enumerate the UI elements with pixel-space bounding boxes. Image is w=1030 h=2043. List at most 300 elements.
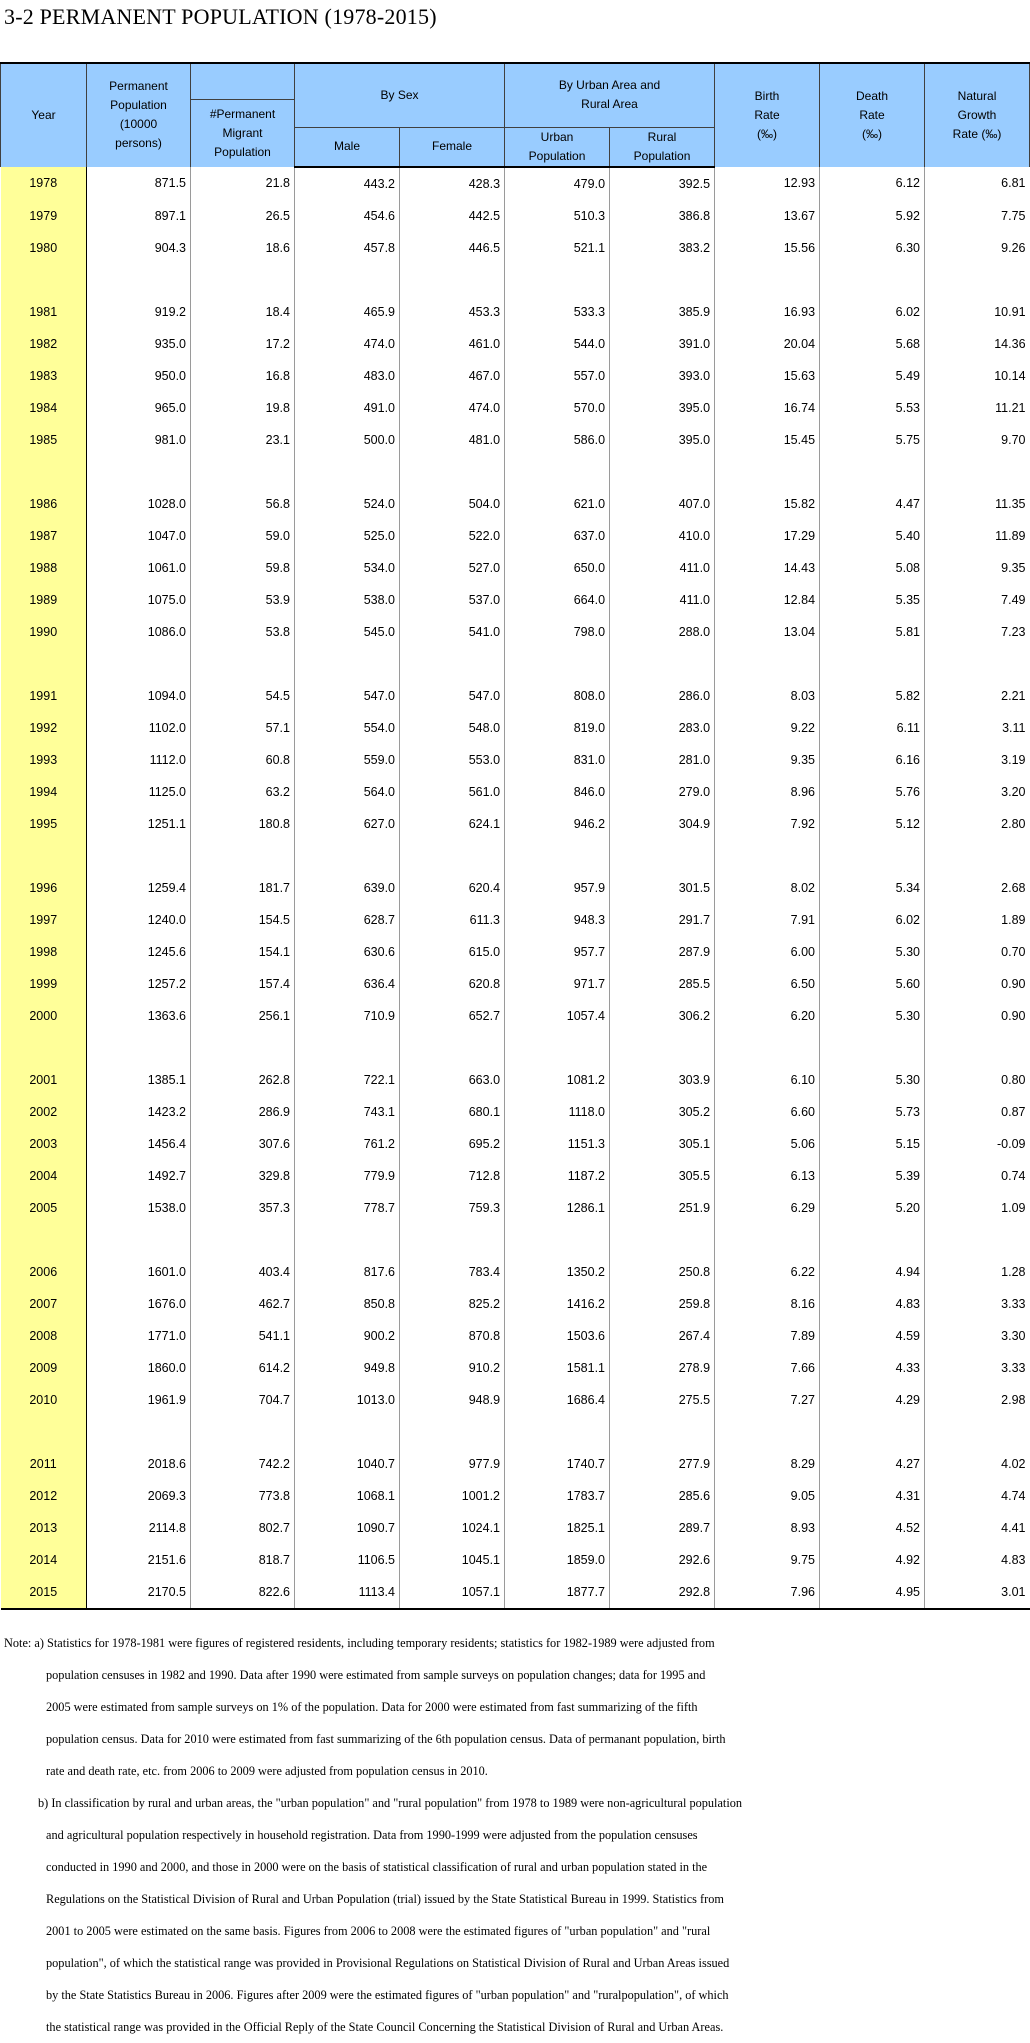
table-cell: 18.4 [191, 296, 295, 328]
year-cell: 2002 [1, 1096, 87, 1128]
table-cell: 621.0 [505, 488, 610, 520]
table-cell: 557.0 [505, 360, 610, 392]
table-row [1, 584, 1030, 616]
table-cell: 695.2 [400, 1128, 505, 1160]
table-cell: 2151.6 [87, 1544, 191, 1576]
table-cell: 1068.1 [295, 1480, 400, 1512]
table-cell: 3.33 [925, 1352, 1030, 1384]
header-death-rate: Death Rate (‰) [820, 63, 925, 167]
table-cell: 636.4 [295, 968, 400, 1000]
table-cell: 1061.0 [87, 552, 191, 584]
table-cell: 819.0 [505, 712, 610, 744]
table-cell: 4.52 [820, 1512, 925, 1544]
table-cell: 1125.0 [87, 776, 191, 808]
table-cell: 383.2 [610, 232, 715, 264]
table-cell: 9.35 [715, 744, 820, 776]
table-cell: 846.0 [505, 776, 610, 808]
table-cell: 305.1 [610, 1128, 715, 1160]
table-cell: 525.0 [295, 520, 400, 552]
table-cell: 304.9 [610, 808, 715, 840]
table-cell: 663.0 [400, 1064, 505, 1096]
table-cell: 761.2 [295, 1128, 400, 1160]
table-cell: 305.5 [610, 1160, 715, 1192]
table-cell: 59.8 [191, 552, 295, 584]
table-row [1, 1096, 1030, 1128]
header-female: Female [400, 127, 505, 167]
table-cell: 1456.4 [87, 1128, 191, 1160]
table-cell: 5.12 [820, 808, 925, 840]
table-cell: 410.0 [610, 520, 715, 552]
group-spacer-row [1, 1032, 1030, 1064]
header-permanent-population: Permanent Population (10000 persons) [87, 63, 191, 167]
table-cell: 4.33 [820, 1352, 925, 1384]
table-cell: 541.1 [191, 1320, 295, 1352]
table-row [1, 1352, 1030, 1384]
table-cell: 256.1 [191, 1000, 295, 1032]
note-line: Regulations on the Statistical Division of Rural and Urban Population (trial) issued by the State Statistical Bureau in 1999. Statistics from [46, 1892, 724, 1906]
table-cell: 289.7 [610, 1512, 715, 1544]
year-cell: 1995 [1, 808, 87, 840]
table-cell: 818.7 [191, 1544, 295, 1576]
table-cell: 1112.0 [87, 744, 191, 776]
group-spacer-row [1, 840, 1030, 872]
table-cell: 292.6 [610, 1544, 715, 1576]
table-cell: 287.9 [610, 936, 715, 968]
table-cell: 386.8 [610, 200, 715, 232]
table-row [1, 1384, 1030, 1416]
year-cell: 1983 [1, 360, 87, 392]
year-cell: 2012 [1, 1480, 87, 1512]
table-cell: 21.8 [191, 167, 295, 200]
note-line: the statistical range was provided in the Official Reply of the State Council Concerning the Statistical Division of Rural and Urban Areas. [46, 2020, 724, 2034]
table-cell: 1286.1 [505, 1192, 610, 1224]
year-cell: 1985 [1, 424, 87, 456]
table-cell: 157.4 [191, 968, 295, 1000]
table-cell: 778.7 [295, 1192, 400, 1224]
year-cell: 2007 [1, 1288, 87, 1320]
table-cell: 6.16 [820, 744, 925, 776]
table-row [1, 1320, 1030, 1352]
year-cell: 1984 [1, 392, 87, 424]
table-cell: 7.66 [715, 1352, 820, 1384]
table-row [1, 1288, 1030, 1320]
table-row [1, 904, 1030, 936]
table-cell: 870.8 [400, 1320, 505, 1352]
table-notes [4, 1627, 1019, 2043]
table-cell: 12.93 [715, 167, 820, 200]
table-cell: 8.29 [715, 1448, 820, 1480]
table-cell: 1503.6 [505, 1320, 610, 1352]
note-line: by the State Statistics Bureau in 2006. Figures after 2009 were the estimated figures of "urban population" and "ruralpopulation", of which [46, 1988, 729, 2002]
table-cell: 303.9 [610, 1064, 715, 1096]
table-cell: 10.14 [925, 360, 1030, 392]
table-cell: 9.75 [715, 1544, 820, 1576]
table-row [1, 1576, 1030, 1609]
table-cell: 6.81 [925, 167, 1030, 200]
table-cell: 286.0 [610, 680, 715, 712]
table-cell: 5.08 [820, 552, 925, 584]
table-cell: 1024.1 [400, 1512, 505, 1544]
year-cell: 1982 [1, 328, 87, 360]
table-cell: 1086.0 [87, 616, 191, 648]
table-cell: 250.8 [610, 1256, 715, 1288]
table-cell: 11.35 [925, 488, 1030, 520]
table-cell: 11.89 [925, 520, 1030, 552]
table-row [1, 328, 1030, 360]
table-cell: 2.21 [925, 680, 1030, 712]
year-cell: 2006 [1, 1256, 87, 1288]
table-cell: 7.92 [715, 808, 820, 840]
table-row [1, 1512, 1030, 1544]
table-cell: 57.1 [191, 712, 295, 744]
header-male: Male [295, 127, 400, 167]
table-cell: 1581.1 [505, 1352, 610, 1384]
table-row [1, 1256, 1030, 1288]
table-cell: 154.5 [191, 904, 295, 936]
table-cell: 453.3 [400, 296, 505, 328]
table-cell: 2170.5 [87, 1576, 191, 1609]
table-cell: 4.74 [925, 1480, 1030, 1512]
table-cell: 522.0 [400, 520, 505, 552]
table-cell: 411.0 [610, 584, 715, 616]
table-cell: 5.53 [820, 392, 925, 424]
table-cell: 481.0 [400, 424, 505, 456]
table-cell: 808.0 [505, 680, 610, 712]
table-cell: 831.0 [505, 744, 610, 776]
table-cell: 3.33 [925, 1288, 1030, 1320]
note-line: and agricultural population respectively in household registration. Data from 1990-1999 were adjusted from the population censuses [46, 1828, 698, 1842]
header-year: Year [1, 63, 87, 167]
table-cell: 357.3 [191, 1192, 295, 1224]
header-migrant-population: #Permanent Migrant Population [191, 99, 295, 167]
table-cell: 1860.0 [87, 1352, 191, 1384]
table-cell: 1075.0 [87, 584, 191, 616]
table-cell: 6.02 [820, 904, 925, 936]
table-cell: 251.9 [610, 1192, 715, 1224]
table-cell: 5.30 [820, 1000, 925, 1032]
table-cell: 6.11 [820, 712, 925, 744]
table-cell: 5.34 [820, 872, 925, 904]
table-cell: 570.0 [505, 392, 610, 424]
year-cell: 1981 [1, 296, 87, 328]
table-cell: 6.50 [715, 968, 820, 1000]
table-cell: 981.0 [87, 424, 191, 456]
table-cell: 1416.2 [505, 1288, 610, 1320]
table-cell: 3.30 [925, 1320, 1030, 1352]
table-cell: 3.20 [925, 776, 1030, 808]
table-cell: 5.30 [820, 936, 925, 968]
table-cell: 559.0 [295, 744, 400, 776]
year-cell: 1980 [1, 232, 87, 264]
table-cell: 742.2 [191, 1448, 295, 1480]
table-cell: 825.2 [400, 1288, 505, 1320]
table-cell: 462.7 [191, 1288, 295, 1320]
table-cell: 7.49 [925, 584, 1030, 616]
table-cell: 291.7 [610, 904, 715, 936]
table-cell: 802.7 [191, 1512, 295, 1544]
table-cell: 9.05 [715, 1480, 820, 1512]
table-cell: 0.74 [925, 1160, 1030, 1192]
year-cell: 1999 [1, 968, 87, 1000]
table-row [1, 872, 1030, 904]
table-cell: 7.89 [715, 1320, 820, 1352]
table-row [1, 360, 1030, 392]
table-cell: 935.0 [87, 328, 191, 360]
table-cell: 53.8 [191, 616, 295, 648]
table-cell: 5.75 [820, 424, 925, 456]
table-cell: 465.9 [295, 296, 400, 328]
table-cell: 283.0 [610, 712, 715, 744]
table-cell: 4.02 [925, 1448, 1030, 1480]
table-cell: 553.0 [400, 744, 505, 776]
table-cell: 1363.6 [87, 1000, 191, 1032]
group-spacer-row [1, 648, 1030, 680]
table-cell: 9.26 [925, 232, 1030, 264]
year-cell: 1988 [1, 552, 87, 584]
table-cell: 850.8 [295, 1288, 400, 1320]
table-row [1, 1192, 1030, 1224]
table-cell: 965.0 [87, 392, 191, 424]
table-cell: 467.0 [400, 360, 505, 392]
year-cell: 2010 [1, 1384, 87, 1416]
year-cell: 1978 [1, 167, 87, 200]
table-cell: 16.74 [715, 392, 820, 424]
table-cell: 1257.2 [87, 968, 191, 1000]
table-cell: 534.0 [295, 552, 400, 584]
table-cell: 949.8 [295, 1352, 400, 1384]
table-row [1, 680, 1030, 712]
table-cell: 904.3 [87, 232, 191, 264]
table-cell: 4.47 [820, 488, 925, 520]
table-cell: 6.60 [715, 1096, 820, 1128]
table-cell: 547.0 [295, 680, 400, 712]
table-cell: 561.0 [400, 776, 505, 808]
table-row [1, 520, 1030, 552]
table-cell: 817.6 [295, 1256, 400, 1288]
table-cell: 627.0 [295, 808, 400, 840]
group-spacer-row [1, 1416, 1030, 1448]
note-line: population", of which the statistical range was provided in Provisional Regulations on Statistical Division of Rural and Urban Areas issued [46, 1956, 730, 1970]
table-cell: 8.02 [715, 872, 820, 904]
table-cell: 6.22 [715, 1256, 820, 1288]
table-cell: 5.92 [820, 200, 925, 232]
year-cell: 2008 [1, 1320, 87, 1352]
table-cell: 946.2 [505, 808, 610, 840]
table-cell: 9.22 [715, 712, 820, 744]
year-cell: 2000 [1, 1000, 87, 1032]
table-cell: 1423.2 [87, 1096, 191, 1128]
table-cell: 798.0 [505, 616, 610, 648]
note-line: rate and death rate, etc. from 2006 to 2009 were adjusted from population census in 2010. [46, 1764, 488, 1778]
note-line: population censuses in 1982 and 1990. Data after 1990 were estimated from sample surveys on population changes; data for 1995 and [46, 1668, 706, 1682]
table-cell: 1961.9 [87, 1384, 191, 1416]
table-cell: 977.9 [400, 1448, 505, 1480]
year-cell: 2009 [1, 1352, 87, 1384]
table-row [1, 392, 1030, 424]
table-cell: 0.90 [925, 1000, 1030, 1032]
note-line: 2001 to 2005 were estimated on the same basis. Figures from 2006 to 2008 were the estimated figures of "urban population" and "rural [46, 1924, 711, 1938]
table-cell: 5.39 [820, 1160, 925, 1192]
table-cell: 504.0 [400, 488, 505, 520]
table-cell: 5.82 [820, 680, 925, 712]
table-cell: 630.6 [295, 936, 400, 968]
table-cell: 5.81 [820, 616, 925, 648]
table-cell: 1877.7 [505, 1576, 610, 1609]
table-cell: 7.91 [715, 904, 820, 936]
table-row [1, 232, 1030, 264]
table-cell: 704.7 [191, 1384, 295, 1416]
table-cell: -0.09 [925, 1128, 1030, 1160]
table-cell: 1859.0 [505, 1544, 610, 1576]
table-cell: 4.83 [925, 1544, 1030, 1576]
table-cell: 181.7 [191, 872, 295, 904]
table-cell: 538.0 [295, 584, 400, 616]
table-cell: 680.1 [400, 1096, 505, 1128]
table-cell: 15.63 [715, 360, 820, 392]
table-cell: 2069.3 [87, 1480, 191, 1512]
header-by-sex: By Sex [295, 63, 505, 127]
table-cell: 285.5 [610, 968, 715, 1000]
table-cell: 391.0 [610, 328, 715, 360]
table-cell: 6.29 [715, 1192, 820, 1224]
table-body [1, 167, 1030, 1609]
table-cell: 1045.1 [400, 1544, 505, 1576]
table-cell: 5.68 [820, 328, 925, 360]
table-cell: 897.1 [87, 200, 191, 232]
table-cell: 510.3 [505, 200, 610, 232]
table-cell: 2.80 [925, 808, 1030, 840]
group-spacer-row [1, 1224, 1030, 1256]
table-cell: 5.60 [820, 968, 925, 1000]
table-cell: 285.6 [610, 1480, 715, 1512]
table-cell: 1251.1 [87, 808, 191, 840]
table-row [1, 744, 1030, 776]
group-spacer-row [1, 456, 1030, 488]
table-row [1, 488, 1030, 520]
note-line: population census. Data for 2010 were estimated from fast summarizing of the 6th population census. Data of permanant population, birth [46, 1732, 726, 1746]
table-cell: 4.83 [820, 1288, 925, 1320]
table-cell: 1.09 [925, 1192, 1030, 1224]
table-cell: 948.9 [400, 1384, 505, 1416]
table-cell: 639.0 [295, 872, 400, 904]
table-cell: 1081.2 [505, 1064, 610, 1096]
year-cell: 1998 [1, 936, 87, 968]
table-cell: 5.35 [820, 584, 925, 616]
table-cell: 743.1 [295, 1096, 400, 1128]
table-cell: 1240.0 [87, 904, 191, 936]
table-cell: 548.0 [400, 712, 505, 744]
table-cell: 5.49 [820, 360, 925, 392]
table-cell: 13.04 [715, 616, 820, 648]
table-cell: 1686.4 [505, 1384, 610, 1416]
table-cell: 4.59 [820, 1320, 925, 1352]
table-cell: 11.21 [925, 392, 1030, 424]
table-cell: 1538.0 [87, 1192, 191, 1224]
table-cell: 442.5 [400, 200, 505, 232]
table-cell: 779.9 [295, 1160, 400, 1192]
table-cell: 712.8 [400, 1160, 505, 1192]
table-cell: 871.5 [87, 167, 191, 200]
table-cell: 457.8 [295, 232, 400, 264]
table-cell: 2018.6 [87, 1448, 191, 1480]
table-cell: 620.8 [400, 968, 505, 1000]
table-cell: 454.6 [295, 200, 400, 232]
table-cell: 13.67 [715, 200, 820, 232]
year-cell: 2013 [1, 1512, 87, 1544]
table-cell: 759.3 [400, 1192, 505, 1224]
table-cell: 586.0 [505, 424, 610, 456]
table-cell: 1057.1 [400, 1576, 505, 1609]
year-cell: 1986 [1, 488, 87, 520]
table-cell: 900.2 [295, 1320, 400, 1352]
table-cell: 527.0 [400, 552, 505, 584]
table-cell: 7.27 [715, 1384, 820, 1416]
header-rural: Rural Population [610, 127, 715, 167]
table-cell: 279.0 [610, 776, 715, 808]
table-cell: 1492.7 [87, 1160, 191, 1192]
table-cell: 1783.7 [505, 1480, 610, 1512]
table-cell: 6.13 [715, 1160, 820, 1192]
table-cell: 1106.5 [295, 1544, 400, 1576]
table-row [1, 167, 1030, 200]
table-cell: 286.9 [191, 1096, 295, 1128]
table-cell: 491.0 [295, 392, 400, 424]
table-row [1, 808, 1030, 840]
table-cell: 710.9 [295, 1000, 400, 1032]
table-cell: 524.0 [295, 488, 400, 520]
year-cell: 1994 [1, 776, 87, 808]
table-cell: 1057.4 [505, 1000, 610, 1032]
table-cell: 59.0 [191, 520, 295, 552]
table-cell: 1028.0 [87, 488, 191, 520]
table-cell: 10.91 [925, 296, 1030, 328]
note-line: b) In classification by rural and urban areas, the "urban population" and "rural population" from 1978 to 1989 were non-agricultural population [38, 1796, 743, 1810]
header-birth-rate: Birth Rate (‰) [715, 63, 820, 167]
table-cell: 15.45 [715, 424, 820, 456]
table-cell: 1.28 [925, 1256, 1030, 1288]
table-cell: 4.95 [820, 1576, 925, 1609]
table-row [1, 1448, 1030, 1480]
table-cell: 1740.7 [505, 1448, 610, 1480]
table-row [1, 1064, 1030, 1096]
note-line: 2005 were estimated from sample surveys on 1% of the population. Data for 2000 were estimated from fast summarizing of the fifth [46, 1700, 698, 1714]
table-cell: 483.0 [295, 360, 400, 392]
year-cell: 1990 [1, 616, 87, 648]
table-cell: 5.15 [820, 1128, 925, 1160]
table-cell: 628.7 [295, 904, 400, 936]
table-cell: 17.29 [715, 520, 820, 552]
table-cell: 277.9 [610, 1448, 715, 1480]
table-cell: 1385.1 [87, 1064, 191, 1096]
year-cell: 1987 [1, 520, 87, 552]
table-cell: 547.0 [400, 680, 505, 712]
year-cell: 2015 [1, 1576, 87, 1609]
table-cell: 17.2 [191, 328, 295, 360]
table-cell: 281.0 [610, 744, 715, 776]
table-cell: 2.68 [925, 872, 1030, 904]
year-cell: 1993 [1, 744, 87, 776]
table-cell: 611.3 [400, 904, 505, 936]
table-cell: 541.0 [400, 616, 505, 648]
year-cell: 2014 [1, 1544, 87, 1576]
table-cell: 1013.0 [295, 1384, 400, 1416]
table-cell: 957.9 [505, 872, 610, 904]
year-cell: 1997 [1, 904, 87, 936]
table-cell: 664.0 [505, 584, 610, 616]
table-cell: 5.30 [820, 1064, 925, 1096]
table-cell: 950.0 [87, 360, 191, 392]
table-cell: 393.0 [610, 360, 715, 392]
